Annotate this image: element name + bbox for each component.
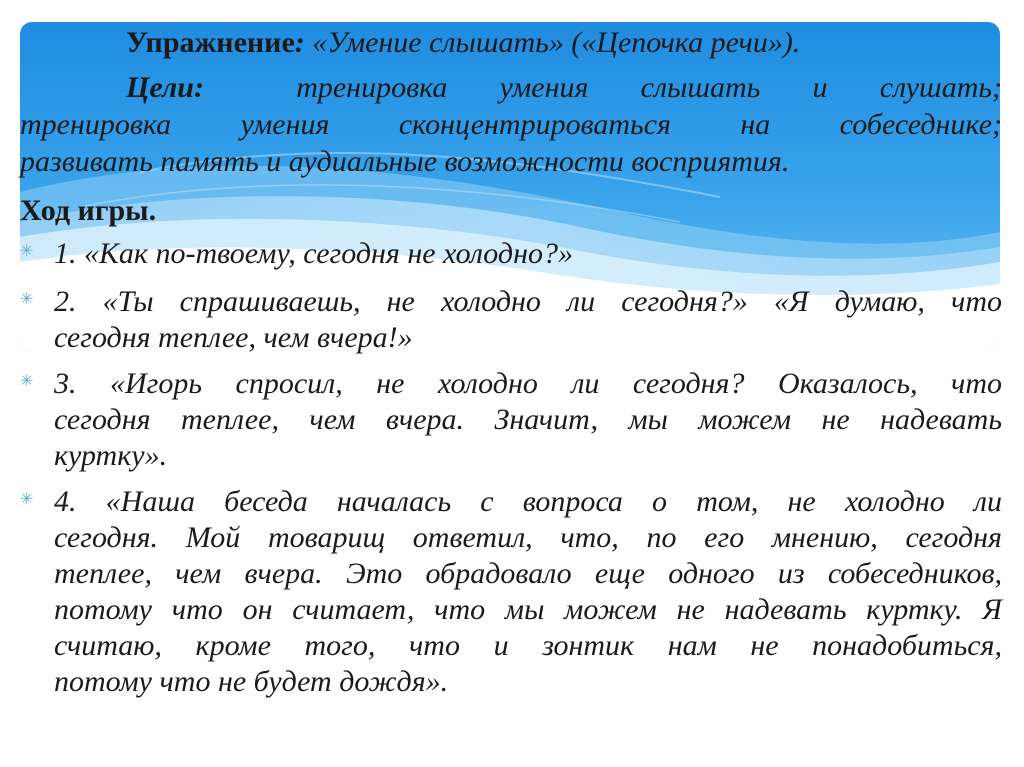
- item-4-line-2: сегодня. Мой товарищ ответил, что, по его мнению, сегодня: [54, 521, 1002, 554]
- item-number: 2.: [54, 285, 77, 318]
- item-1-line-1: [54, 236, 573, 272]
- item-3-line-1: [54, 366, 1002, 402]
- item-2-line-1: [54, 284, 1002, 320]
- exercise-title: «Умение слышать» («Цепочка речи»).: [312, 26, 801, 59]
- item-4-line-3: теплее, чем вчера. Это обрадовало еще одного из собеседников,: [54, 557, 1002, 590]
- goals-text-1: тренировка умения слышать и слушать;: [296, 71, 1003, 104]
- item-2-line-2: сегодня теплее, чем вчера!»: [54, 321, 413, 354]
- item-4-line-6: потому что не будет дождя».: [54, 665, 449, 698]
- star-bullet-icon: ✳: [20, 241, 34, 260]
- goals-line-1: [126, 70, 1002, 106]
- item-text: «Наша беседа началась с вопроса о том, не холодно ли: [105, 485, 1003, 518]
- item-4-line-1: [54, 484, 1002, 520]
- game-heading: Ход игры.: [20, 194, 157, 227]
- item-text: «Ты спрашиваешь, не холодно ли сегодня?» «Я думаю, что: [102, 285, 1002, 318]
- item-3-line-2: сегодня теплее, чем вчера. Значит, мы можем не надевать: [54, 403, 1002, 436]
- goals-line-3: развивать память и аудиальные возможности восприятия.: [20, 145, 790, 178]
- star-bullet-icon: ✳: [20, 489, 34, 508]
- item-number: 3.: [54, 367, 77, 400]
- item-text: «Игорь спросил, не холодно ли сегодня? Оказалось, что: [110, 367, 1002, 400]
- star-bullet-icon: ✳: [20, 371, 34, 390]
- item-4-line-5: считаю, кроме того, что и зонтик нам не понадобиться,: [54, 629, 1002, 662]
- item-text: «Как по-твоему, сегодня не холодно?»: [84, 237, 573, 270]
- goals-line-2: тренировка умения сконцентрироваться на собеседнике;: [20, 108, 1002, 141]
- exercise-line: Упражнение: «Умение слышать» («Цепочка речи»).: [126, 26, 801, 59]
- goals-label: Цели:: [126, 71, 204, 104]
- item-4-line-4: потому что он считает, что мы можем не надевать куртку. Я: [54, 593, 1002, 626]
- star-bullet-icon: ✳: [20, 289, 34, 308]
- item-number: 4.: [54, 485, 77, 518]
- item-3-line-3: куртку».: [54, 439, 168, 472]
- exercise-label: Упражнение: [126, 26, 295, 59]
- item-number: 1.: [54, 237, 77, 270]
